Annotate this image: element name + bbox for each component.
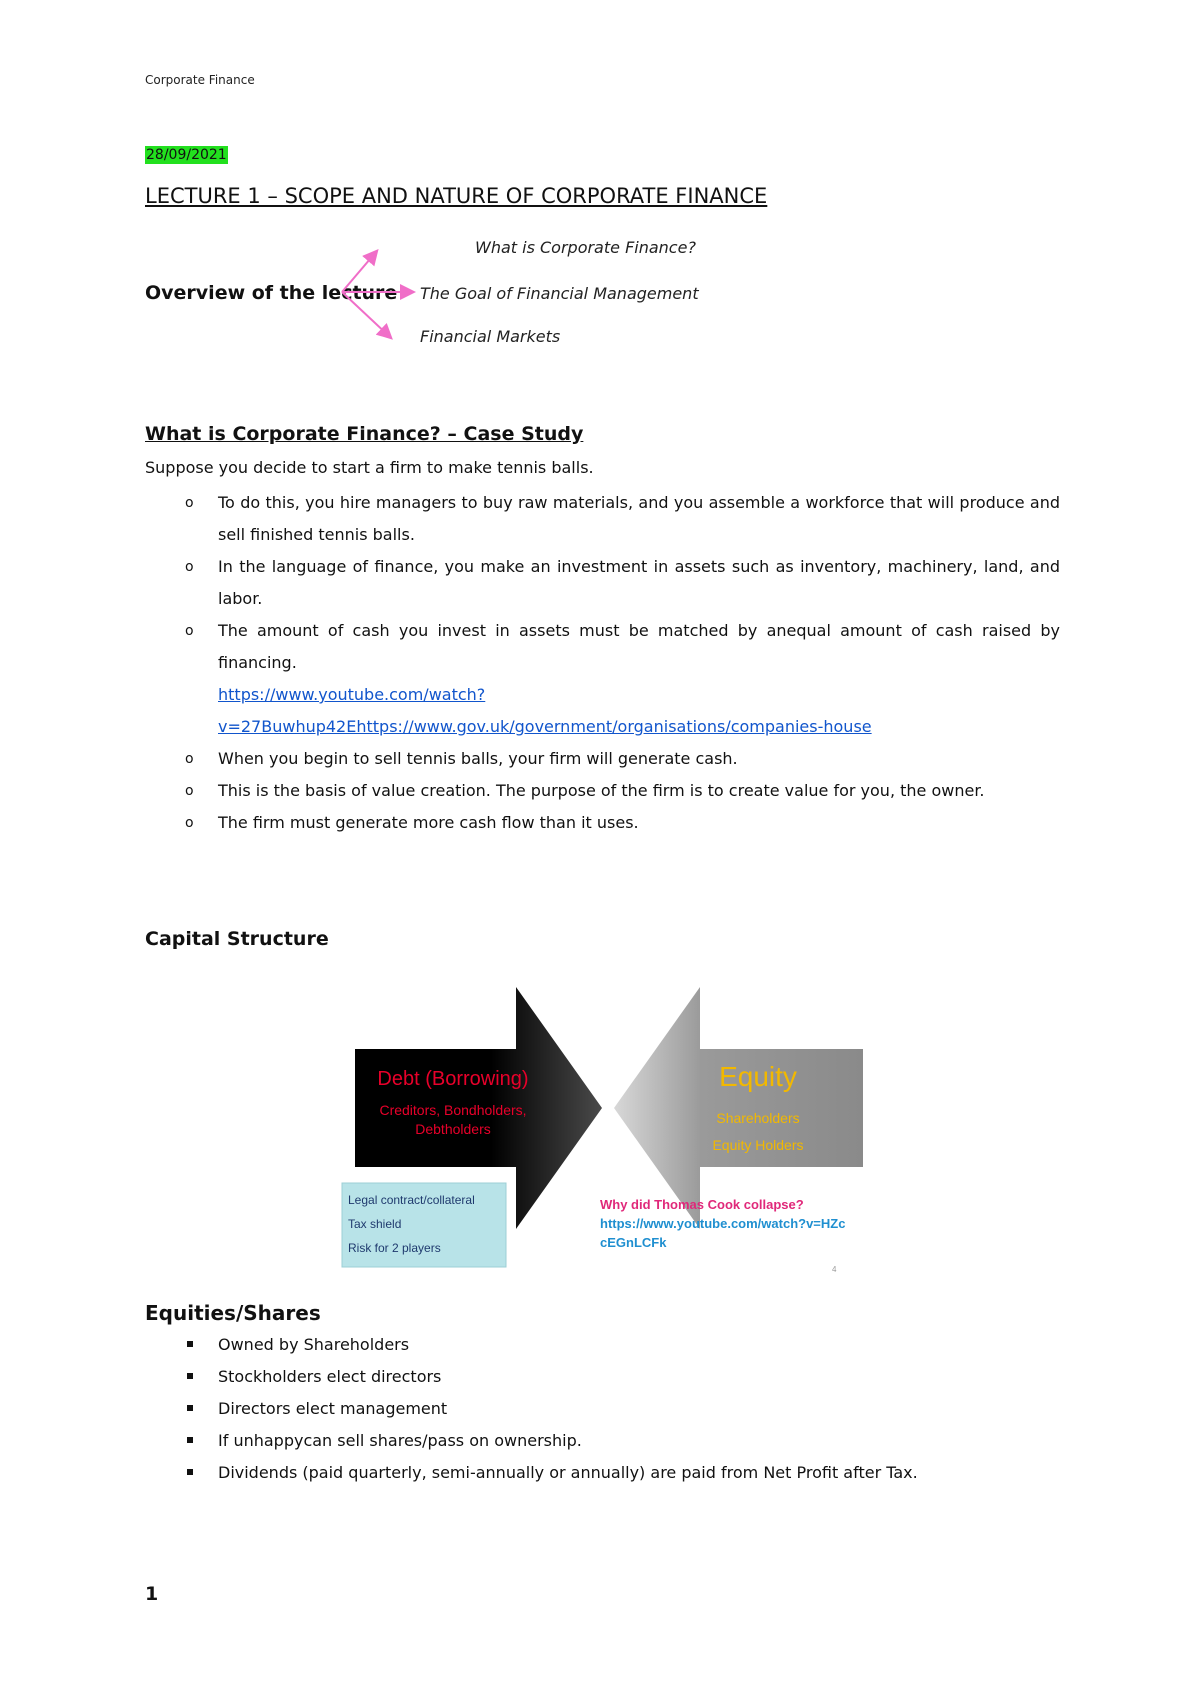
bullet-marker: o bbox=[185, 783, 194, 799]
square-bullet-icon bbox=[187, 1341, 193, 1347]
list-item bbox=[145, 775, 1060, 807]
debt-title: Debt (Borrowing) bbox=[377, 1068, 529, 1090]
list-item bbox=[145, 1457, 1060, 1489]
lecture-title: LECTURE 1 – SCOPE AND NATURE OF CORPORATE FINANCE bbox=[145, 184, 768, 208]
list-item bbox=[145, 1329, 1060, 1361]
list-item bbox=[145, 487, 1060, 551]
square-bullet-icon bbox=[187, 1437, 193, 1443]
slide-number: 4 bbox=[832, 1265, 837, 1273]
overview-title: Overview of the lecture bbox=[145, 282, 398, 304]
list-item bbox=[145, 743, 1060, 775]
list-item-text: Directors elect management bbox=[218, 1399, 448, 1418]
list-item-text: The amount of cash you invest in assets must be matched by anequal amount of cash raised by financing. bbox=[218, 621, 1060, 672]
equities-title: Equities/Shares bbox=[145, 1301, 321, 1325]
list-item-text: In the language of finance, you make an investment in assets such as inventory, machinery, land, and labor. bbox=[218, 557, 1060, 608]
list-item bbox=[145, 1425, 1060, 1457]
list-item-text: Dividends (paid quarterly, semi-annually or annually) are paid from Net Profit after Tax. bbox=[218, 1463, 918, 1482]
companies-house-link[interactable]: v=27Buwhup42Ehttps://www.gov.uk/government/organisations/companies-house bbox=[218, 717, 872, 736]
list-item bbox=[145, 807, 1060, 839]
list-item-text: Stockholders elect directors bbox=[218, 1367, 442, 1386]
lecture-date: 28/09/2021 bbox=[146, 147, 227, 163]
page-header: Corporate Finance bbox=[145, 73, 255, 87]
list-item-text: The firm must generate more cash flow than it uses. bbox=[218, 813, 639, 832]
square-bullet-icon bbox=[187, 1469, 193, 1475]
square-bullet-icon bbox=[187, 1405, 193, 1411]
equities-list bbox=[145, 1329, 1060, 1489]
list-item-text: Owned by Shareholders bbox=[218, 1335, 410, 1354]
thomas-cook-question: Why did Thomas Cook collapse? bbox=[600, 1197, 804, 1212]
arrow-to-item-3 bbox=[342, 292, 390, 337]
case-study-title: What is Corporate Finance? – Case Study bbox=[145, 423, 584, 445]
case-study-intro: Suppose you decide to start a firm to make tennis balls. bbox=[145, 458, 594, 477]
list-item-text: When you begin to sell tennis balls, your firm will generate cash. bbox=[218, 749, 738, 768]
page-number: 1 bbox=[145, 1583, 159, 1605]
list-item bbox=[145, 1361, 1060, 1393]
debt-line-2: Debtholders bbox=[415, 1121, 491, 1137]
arrow-to-item-1 bbox=[342, 252, 376, 292]
bullet-marker: o bbox=[185, 623, 194, 639]
capital-structure-diagram bbox=[330, 983, 890, 1273]
thomas-cook-link-2: cEGnLCFk bbox=[600, 1235, 667, 1250]
list-item bbox=[145, 551, 1060, 615]
equity-title: Equity bbox=[719, 1061, 797, 1092]
youtube-link[interactable]: https://www.youtube.com/watch? bbox=[218, 685, 486, 704]
list-item bbox=[145, 615, 1060, 743]
thomas-cook-link-1: https://www.youtube.com/watch?v=HZc bbox=[600, 1216, 846, 1231]
debt-note-2: Tax shield bbox=[348, 1217, 402, 1231]
debt-line-1: Creditors, Bondholders, bbox=[379, 1102, 527, 1118]
bullet-marker: o bbox=[185, 815, 194, 831]
equity-line-1: Shareholders bbox=[716, 1110, 800, 1126]
overview-arrows bbox=[330, 240, 420, 350]
list-item-text: To do this, you hire managers to buy raw materials, and you assemble a workforce that will produce and sell finished tennis balls. bbox=[218, 493, 1060, 544]
overview-item-3: Financial Markets bbox=[420, 327, 561, 346]
list-item-text: If unhappycan sell shares/pass on ownership. bbox=[218, 1431, 582, 1450]
square-bullet-icon bbox=[187, 1373, 193, 1379]
bullet-marker: o bbox=[185, 559, 194, 575]
list-item bbox=[145, 1393, 1060, 1425]
list-item-text: This is the basis of value creation. The purpose of the firm is to create value for you, the owner. bbox=[218, 781, 985, 800]
equity-line-2: Equity Holders bbox=[712, 1137, 804, 1153]
bullet-marker: o bbox=[185, 495, 194, 511]
overview-item-2: The Goal of Financial Management bbox=[420, 284, 699, 303]
debt-note-3: Risk for 2 players bbox=[348, 1241, 441, 1255]
equity-arrow bbox=[614, 987, 863, 1229]
bullet-marker: o bbox=[185, 751, 194, 767]
case-study-list bbox=[145, 487, 1060, 839]
capital-structure-title: Capital Structure bbox=[145, 928, 329, 950]
debt-note-1: Legal contract/collateral bbox=[348, 1193, 475, 1207]
overview-item-1: What is Corporate Finance? bbox=[475, 238, 696, 257]
